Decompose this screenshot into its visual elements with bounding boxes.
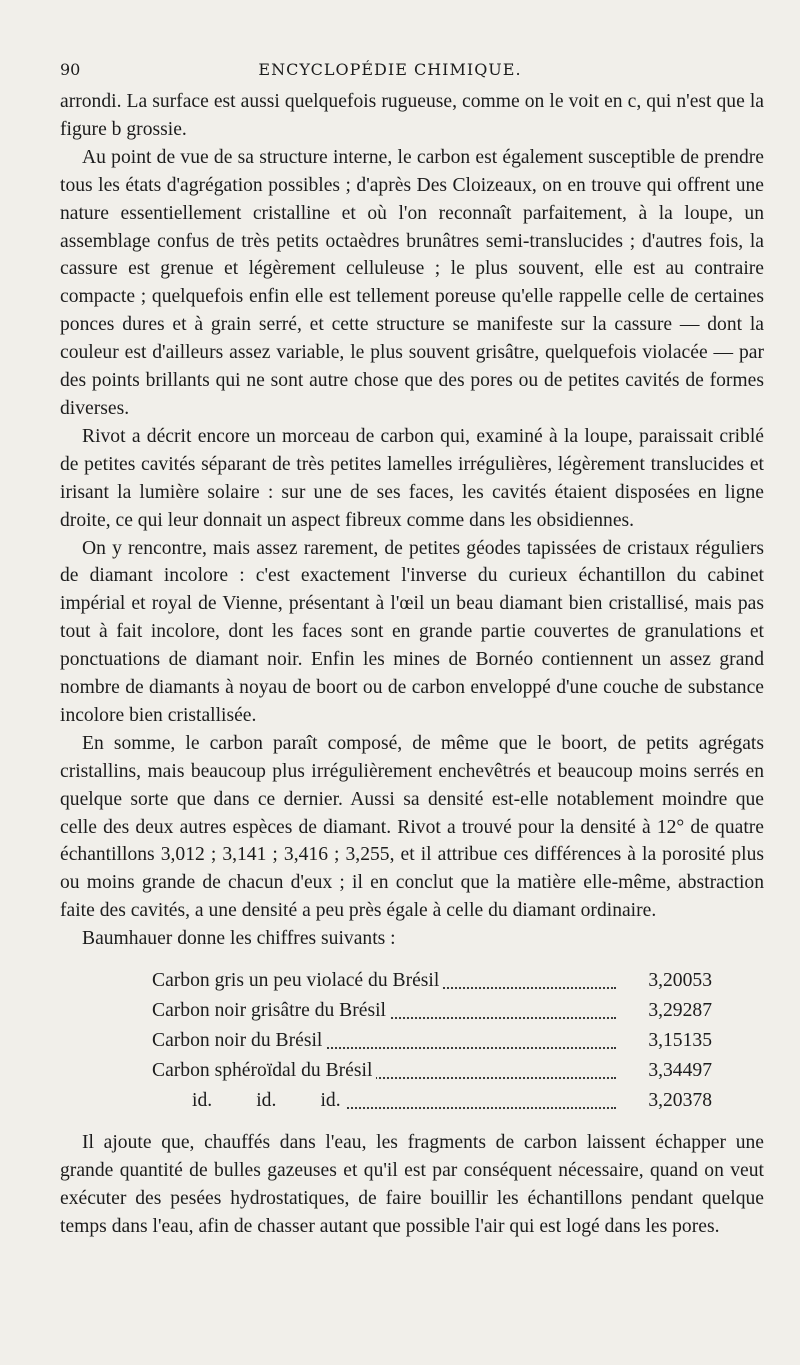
density-value: 3,20378 [648, 1090, 712, 1112]
table-row [152, 1055, 712, 1085]
table-row [152, 1085, 712, 1115]
table-row [152, 995, 712, 1025]
density-value: 3,34497 [648, 1060, 712, 1082]
sample-label: Carbon sphéroïdal du Brésil [152, 1060, 376, 1081]
running-title: ENCYCLOPÉDIE CHIMIQUE. [258, 60, 522, 79]
paragraph: Au point de vue de sa structure interne, le carbon est également susceptible de prendre tous les états d'agrégation possibles ; d'après Des Cloizeaux, on en trouve qui offrent une nature essentiellement cristalline et où l'on reconnaît parfaitement, à la loupe, un assemblage confus de très petits octaèdres brunâtres semi-translucides ; d'autres fois, la cassure est grenue et légèrement celluleuse ; le plus souvent, elle est au contraire compacte ; quelquefois enfin elle est tellement poreuse qu'elle rappelle celle de certaines ponces dures et à grain serré, et cette structure se manifeste sur la cassure — dont la couleur est d'ailleurs assez variable, le plus souvent grisâtre, quelquefois violacée — par des points brillants qui ne sont autre chose que des pores ou de petites cavités de formes diverses. [60, 146, 764, 419]
density-table [152, 965, 712, 1115]
sample-label: Carbon noir du Brésil [152, 1030, 326, 1051]
paragraph: Rivot a décrit encore un morceau de carbon qui, examiné à la loupe, paraissait criblé de petites cavités séparant de très petites lamelles irrégulières, légèrement translucides et irisant la lumière solaire : sur une de ses faces, les cavités étaient disposées en ligne droite, ce qui leur donnait un aspect fibreux comme dans les obsidiennes. [60, 425, 764, 531]
page-number: 90 [60, 60, 81, 79]
sample-label: id. id. id. [192, 1090, 345, 1111]
table-row [152, 965, 712, 995]
density-value: 3,29287 [648, 1000, 712, 1022]
page-header [60, 60, 760, 84]
sample-label: Carbon gris un peu violacé du Brésil [152, 970, 443, 991]
paragraph: On y rencontre, mais assez rarement, de petites géodes tapissées de cristaux réguliers de diamant incolore : c'est exactement l'inverse du curieux échantillon du cabinet impérial et royal de Vienne, présentant à l'œil un beau diamant bien cristallisé, mais pas tout à fait incolore, dont les faces sont en grande partie couvertes de granulations et ponctuations de diamant noir. Enfin les mines de Bornéo contiennent un assez grand nombre de diamants à noyau de boort ou de carbon enveloppé d'une couche de substance incolore bien cristallisée. [60, 537, 764, 726]
density-value: 3,20053 [648, 970, 712, 992]
sample-label: Carbon noir grisâtre du Brésil [152, 1000, 390, 1021]
paragraph: Baumhauer donne les chiffres suivants : [82, 928, 396, 950]
table-row [152, 1025, 712, 1055]
paragraph: En somme, le carbon paraît composé, de même que le boort, de petits agrégats cristallins, mais beaucoup plus irrégulièrement enchevêtrés et beaucoup moins serrés en quelque sorte que dans ce dernier. Aussi sa densité est-elle notablement moindre que celle des deux autres espèces de diamant. Rivot a trouvé pour la densité à 12° de quatre échantillons 3,012 ; 3,141 ; 3,416 ; 3,255, et il attribue ces différences à la porosité plus ou moins grande de chacun d'eux ; il en conclut que la matière elle-même, abstraction faite des cavités, a une densité a peu près égale à celle du diamant ordinaire. [60, 732, 764, 922]
paragraph: Il ajoute que, chauffés dans l'eau, les fragments de carbon laissent échapper une grande quantité de bulles gazeuses et qu'il est par conséquent nécessaire, quand on veut exécuter des pesées hydrostatiques, de faire bouillir les échantillons pendant quelque temps dans l'eau, afin de chasser autant que possible l'air qui est logé dans les pores. [60, 1132, 764, 1237]
body-text [60, 88, 764, 1241]
density-value: 3,15135 [648, 1030, 712, 1052]
paragraph: arrondi. La surface est aussi quelquefois rugueuse, comme on le voit en c, qui n'est que la figure b grossie. [60, 91, 764, 140]
